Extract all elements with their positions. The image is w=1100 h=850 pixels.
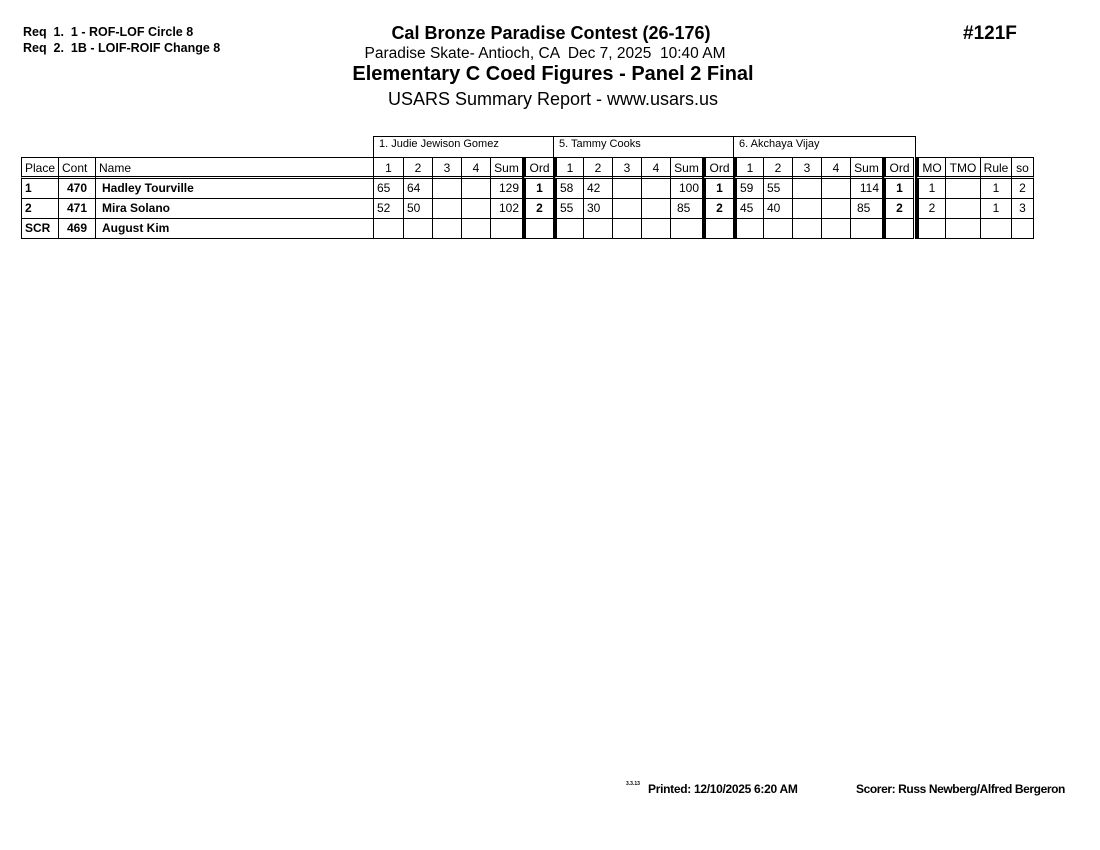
rule-cell: 1 [980,178,1012,199]
scorer-names: Scorer: Russ Newberg/Alfred Bergeron [856,782,1065,796]
judge-s1-cell [553,218,584,239]
column-header-ord: Ord [522,157,554,179]
column-header-s4: 4 [821,157,851,179]
judge-s2-cell: 30 [583,198,613,219]
judge-s4-cell [641,218,671,239]
column-header-ord: Ord [702,157,734,179]
judge-ord-cell: 1 [882,178,914,199]
column-header-s3: 3 [432,157,462,179]
contestant-number-cell: 469 [58,218,96,239]
rule-cell [980,218,1012,239]
judge-s4-cell [461,198,491,219]
mo-cell [915,218,946,239]
judge-s3-cell [432,178,462,199]
judge-name-header: 5. Tammy Cooks [553,136,734,157]
column-header-sum: Sum [670,157,703,179]
printed-timestamp: Printed: 12/10/2025 6:20 AM [648,782,798,796]
column-header-place: Place [21,157,59,179]
column-header-cont: Cont [58,157,96,179]
column-header-s1: 1 [733,157,764,179]
judge-s1-cell: 58 [553,178,584,199]
judge-sum-cell [670,218,703,239]
judge-sum-cell: 102 [490,198,523,219]
judge-s1-cell: 45 [733,198,764,219]
tmo-cell [945,218,981,239]
judge-s2-cell: 64 [403,178,433,199]
judge-s1-cell [733,218,764,239]
judge-sum-cell [490,218,523,239]
judge-s4-cell [821,198,851,219]
skater-name-cell: Hadley Tourville [95,178,374,199]
column-header-rule: Rule [980,157,1012,179]
column-header-ord: Ord [882,157,914,179]
event-title: Elementary C Coed Figures - Panel 2 Final [352,63,754,85]
column-header-sum: Sum [490,157,523,179]
judge-sum-cell: 129 [490,178,523,199]
judge-name-header: 1. Judie Jewison Gomez [373,136,554,157]
column-header-s4: 4 [641,157,671,179]
column-header-name: Name [95,157,374,179]
place-cell: SCR [21,218,59,239]
column-header-s2: 2 [763,157,793,179]
so-cell: 2 [1011,178,1034,199]
requirement-2: Req 2. 1B - LOIF-ROIF Change 8 [23,41,221,55]
competition-title: Cal Bronze Paradise Contest (26-176) [391,23,711,43]
column-header-sum: Sum [850,157,883,179]
column-header-s4: 4 [461,157,491,179]
contestant-number-cell: 471 [58,198,96,219]
tmo-cell [945,198,981,219]
judge-s4-cell [821,178,851,199]
judge-s3-cell [612,178,642,199]
so-cell [1011,218,1034,239]
column-header-tmo: TMO [945,157,981,179]
judge-ord-cell [522,218,554,239]
requirement-1: Req 1. 1 - ROF-LOF Circle 8 [23,25,194,39]
column-header-so: so [1011,157,1034,179]
judge-s4-cell [821,218,851,239]
judge-ord-cell [882,218,914,239]
judge-s2-cell: 50 [403,198,433,219]
judge-s1-cell: 55 [553,198,584,219]
judge-s1-cell [373,218,404,239]
judge-s1-cell: 59 [733,178,764,199]
skater-name-cell: Mira Solano [95,198,374,219]
so-cell: 3 [1011,198,1034,219]
version-label: 3.3.13 [626,781,640,787]
judge-s3-cell [432,218,462,239]
place-cell: 1 [21,178,59,199]
judge-s2-cell: 42 [583,178,613,199]
column-header-s3: 3 [792,157,822,179]
judge-s4-cell [641,198,671,219]
judge-sum-cell [850,218,883,239]
location-date: Paradise Skate- Antioch, CA Dec 7, 2025 10:40 AM [364,45,726,62]
judge-sum-cell: 85 [850,198,883,219]
judge-s3-cell [792,198,822,219]
contestant-number-cell: 470 [58,178,96,199]
judge-s3-cell [792,178,822,199]
column-header-s1: 1 [373,157,404,179]
column-header-mo: MO [915,157,946,179]
judge-s1-cell: 65 [373,178,404,199]
judge-sum-cell: 85 [670,198,703,219]
judge-name-header: 6. Akchaya Vijay [733,136,916,157]
judge-s4-cell [461,178,491,199]
judge-s2-cell [763,218,793,239]
judge-s3-cell [612,218,642,239]
column-header-s1: 1 [553,157,584,179]
report-title: USARS Summary Report - www.usars.us [387,89,719,109]
judge-sum-cell: 114 [850,178,883,199]
judge-s4-cell [641,178,671,199]
judge-s2-cell: 55 [763,178,793,199]
mo-cell: 1 [915,178,946,199]
judge-s3-cell [792,218,822,239]
column-header-s2: 2 [583,157,613,179]
judge-s2-cell [403,218,433,239]
place-cell: 2 [21,198,59,219]
judge-ord-cell: 1 [522,178,554,199]
judge-s1-cell: 52 [373,198,404,219]
rule-cell: 1 [980,198,1012,219]
skater-name-cell: August Kim [95,218,374,239]
judge-ord-cell: 2 [882,198,914,219]
judge-s3-cell [612,198,642,219]
judge-sum-cell: 100 [670,178,703,199]
judge-s2-cell [583,218,613,239]
judge-s3-cell [432,198,462,219]
judge-ord-cell [702,218,734,239]
column-header-s2: 2 [403,157,433,179]
judge-ord-cell: 2 [702,198,734,219]
event-number: #121F [963,23,1017,44]
tmo-cell [945,178,981,199]
judge-ord-cell: 2 [522,198,554,219]
judge-ord-cell: 1 [702,178,734,199]
column-header-s3: 3 [612,157,642,179]
mo-cell: 2 [915,198,946,219]
judge-s4-cell [461,218,491,239]
judge-s2-cell: 40 [763,198,793,219]
